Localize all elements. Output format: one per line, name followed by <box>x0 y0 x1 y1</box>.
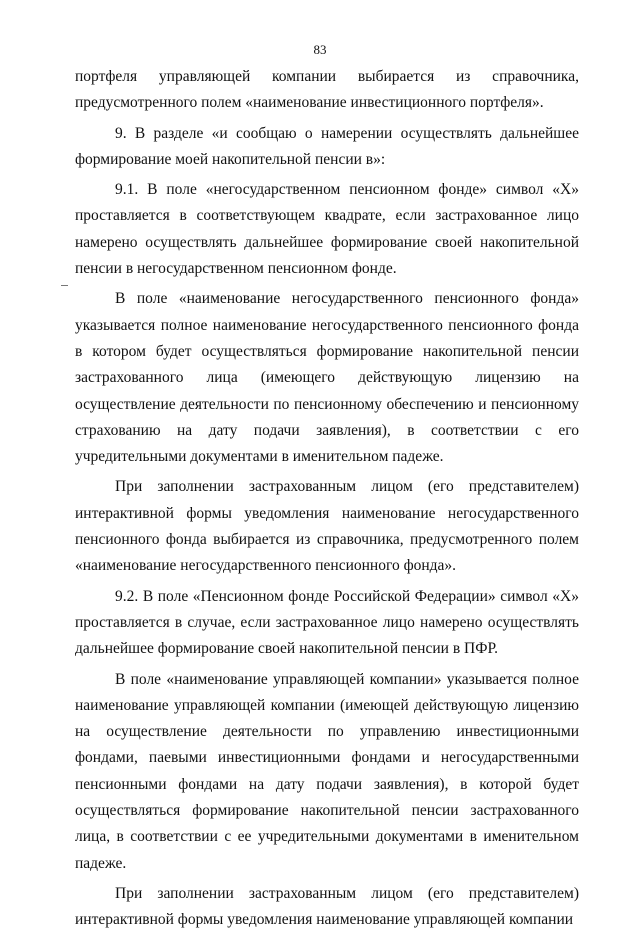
paragraph-npf-name: В поле «наименование негосударственного пенсионного фонда» указывается полное наименование негосударственного пенсионного фонда в котором будет осуществляться формирование накопительной пенсии застрахованного лица (имеющего действующую лицензию на осуществление деятельности по пенсионному обеспечению и пенсионному страхованию на дату подачи заявления), в соответствии с его учредительными документами в именительном падеже. <box>75 290 579 466</box>
page-number: 83 <box>313 42 327 57</box>
paragraph-section-9-1: 9.1. В поле «негосударственном пенсионном фонде» символ «Х» проставляется в соответствующем квадрате, если застрахованное лицо намерено осуществлять дальнейшее формирование своей накопительной пенсии в негосударственном пенсионном фонде. <box>75 181 579 278</box>
paragraph-uk-interactive: При заполнении застрахованным лицом (его представителем) интерактивной формы уведомления наименование управляющей компании <box>75 884 579 929</box>
margin-mark <box>61 285 68 286</box>
body-text <box>75 64 579 938</box>
paragraph-npf-interactive: При заполнении застрахованным лицом (его представителем) интерактивной формы уведомления наименование негосударственного пенсионного фонда выбирается из справочника, предусмотренного полем «наименование негосударственного пенсионного фонда». <box>75 478 579 575</box>
paragraph-uk-name: В поле «наименование управляющей компании» указывается полное наименование управляющей компании (имеющей действующую лицензию на осуществление деятельности по управлению инвестиционными фондами, паевыми инвестиционными фондами и негосударственными пенсионными фондами на дату подачи заявления), в которой будет осуществляться формирование накопительной пенсии застрахованного лица, в соответствии с ее учредительными документами в именительном падеже. <box>75 670 579 872</box>
paragraph-continuation: портфеля управляющей компании выбирается из справочника, предусмотренного полем «наименование инвестиционного портфеля». <box>75 68 579 112</box>
paragraph-section-9: 9. В разделе «и сообщаю о намерении осуществлять дальнейшее формирование моей накопительной пенсии в»: <box>75 124 579 168</box>
paragraph-section-9-2: 9.2. В поле «Пенсионном фонде Российской Федерации» символ «Х» проставляется в случае, если застрахованное лицо намерено осуществлять дальнейшее формирование своей накопительной пенсии в ПФР. <box>75 587 579 658</box>
